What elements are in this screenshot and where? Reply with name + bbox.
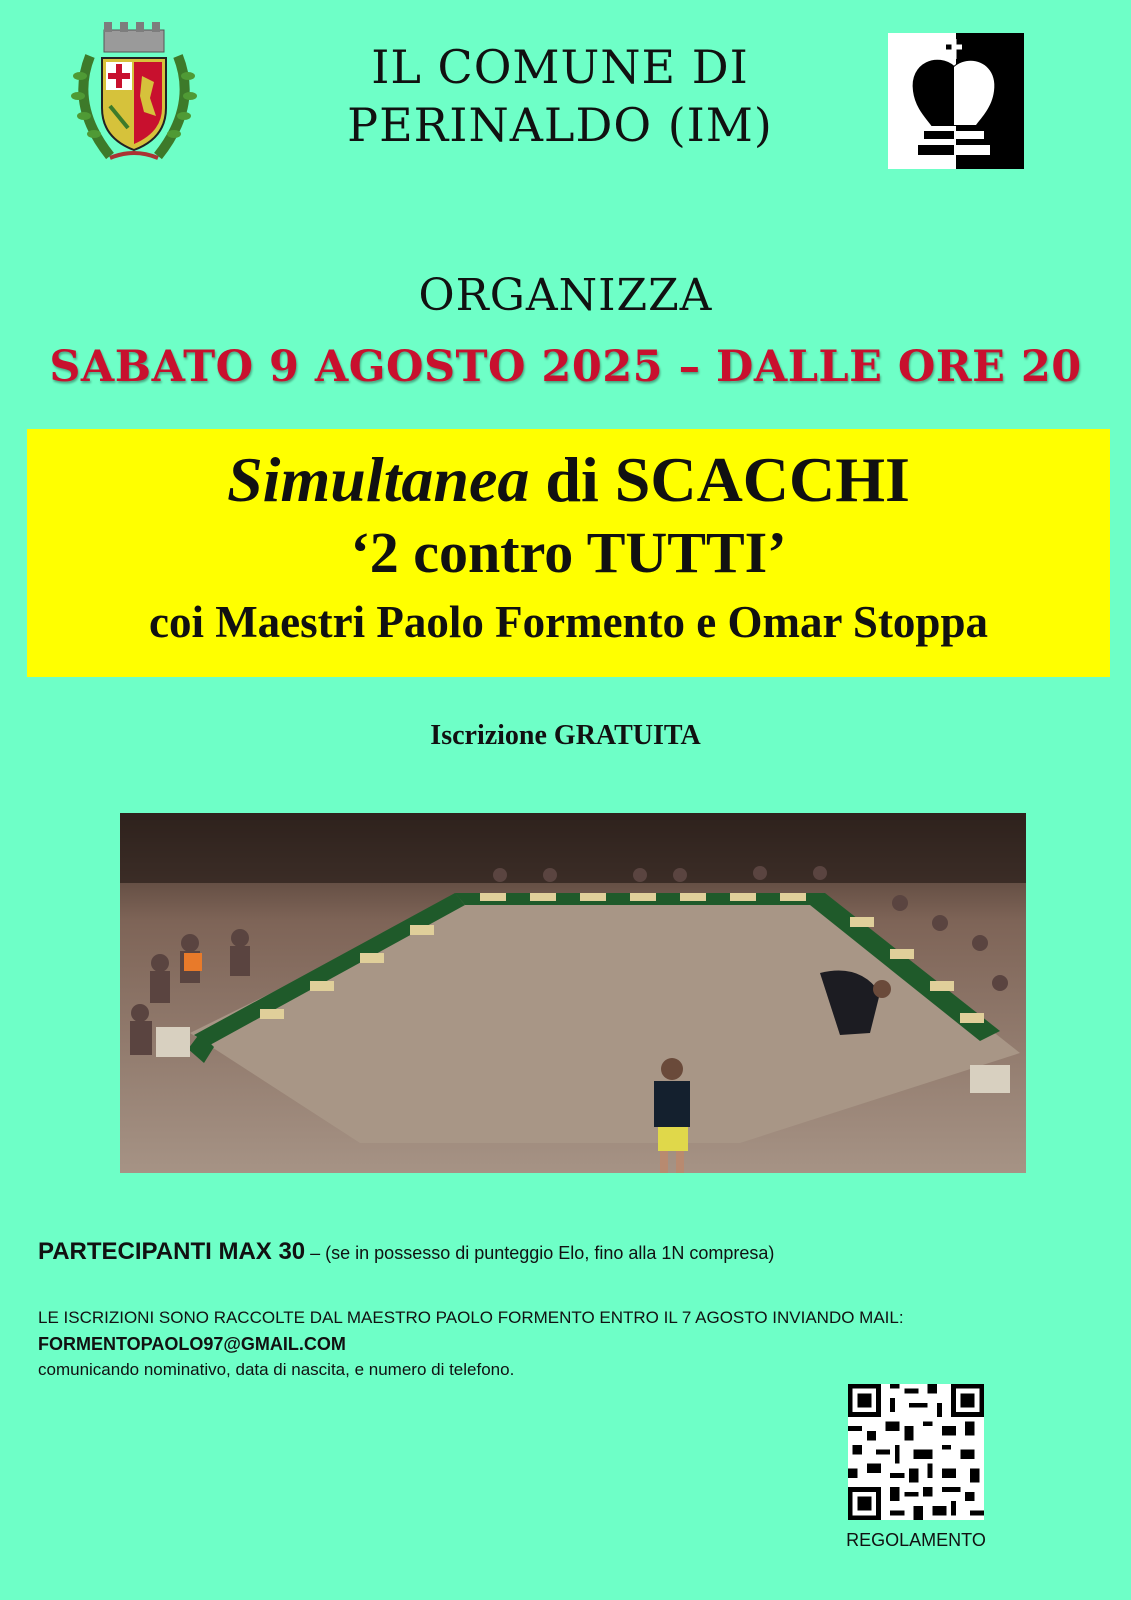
organizza-heading: ORGANIZZA [418,270,713,321]
event-date: SABATO 9 AGOSTO 2025 – DALLE ORE 20 [49,342,1082,392]
qr-code-icon [848,1384,984,1520]
registration-email: FORMENTOPAOLO97@GMAIL.COM [38,1334,346,1354]
banner-subtitle: ‘2 contro TUTTI’ [350,520,787,585]
coat-of-arms-icon [70,16,198,168]
title-line-2: PERINALDO (IM) [347,98,773,152]
banner-simultanea: Simultanea [227,444,530,515]
participants-note: – (se in possesso di punteggio Elo, fino alla 1N compresa) [305,1243,775,1263]
registration-line: LE ISCRIZIONI SONO RACCOLTE DAL MAESTRO PAOLO FORMENTO ENTRO IL 7 AGOSTO INVIANDO MAIL: [38,1308,904,1327]
qr-label: REGOLAMENTO [846,1530,986,1550]
chess-king-icon [888,33,1024,169]
municipality-title [260,38,860,154]
event-banner [27,429,1110,677]
registration-free: Iscrizione GRATUITA [430,720,701,751]
registration-details: comunicando nominativo, data di nascita, e numero di telefono. [38,1360,515,1379]
banner-masters: coi Maestri Paolo Formento e Omar Stoppa [148,597,988,647]
title-line-1: IL COMUNE DI [371,40,749,94]
participants-info [38,1238,1098,1266]
participants-max: PARTECIPANTI MAX 30 [38,1238,306,1265]
registration-info [38,1305,1108,1383]
banner-di-scacchi: di SCACCHI [529,444,910,515]
event-photo [120,813,1026,1173]
banner-title [27,445,1110,515]
